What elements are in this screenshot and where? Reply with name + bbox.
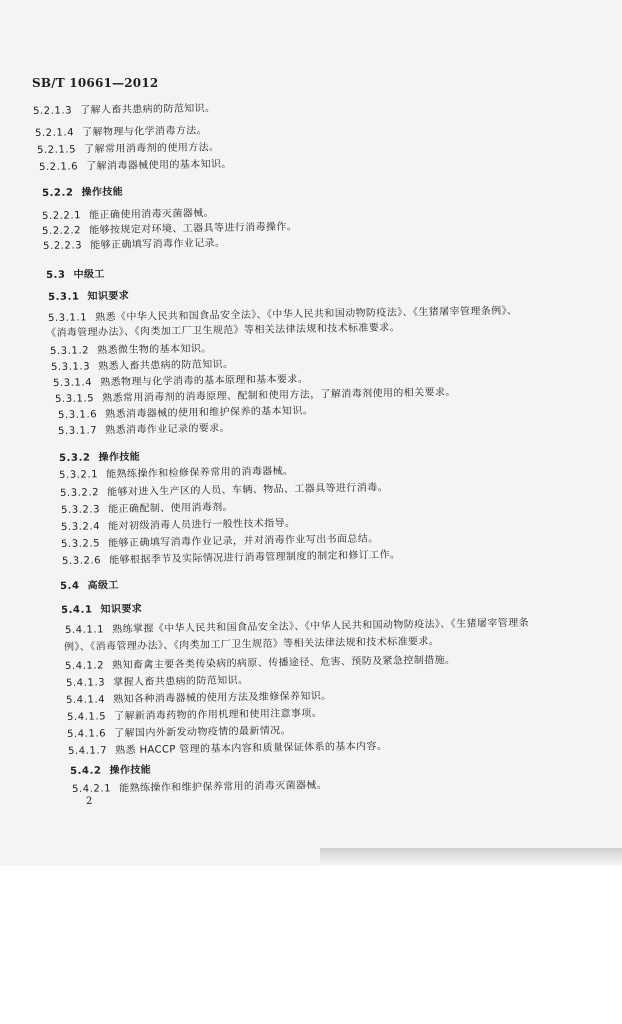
clause-number: 5.3.2.3 <box>60 504 101 516</box>
clause-number: 5.3.1.7 <box>57 425 98 437</box>
clause-text: 熟知畜禽主要各类传染病的病原、传播途径、危害、预防及紧急控制措施。 <box>112 654 456 672</box>
clause-number: 5.3.2.2 <box>59 487 100 499</box>
clause-text: 能够正确填写消毒作业记录。 <box>90 237 226 252</box>
clause-number: 5.4.2 <box>69 765 102 777</box>
clause-number: 5.3.2.4 <box>60 521 101 533</box>
clause-text: 熟练掌握《中华人民共和国食品安全法》、《中华人民共和国动物防疫法》、《生猪屠宰管理条 <box>112 617 530 636</box>
text-line <box>50 339 212 357</box>
clause-text: 知识要求 <box>87 290 130 303</box>
clause-text: 掌握人畜共患病的防范知识。 <box>113 675 249 689</box>
clause-text: 熟悉消毒作业记录的要求。 <box>105 422 231 437</box>
clause-number: 5.4.1.5 <box>66 711 107 723</box>
text-line <box>59 462 294 481</box>
clause-number: 5.4.1 <box>60 604 93 616</box>
text-line <box>46 265 105 281</box>
text-line <box>59 448 140 464</box>
clause-number: 5.2.2.1 <box>41 210 82 222</box>
clause-number: 5.2.2.3 <box>42 240 83 252</box>
clause-text: 熟悉人畜共患病的防范知识。 <box>98 359 234 373</box>
clause-number: 5.3.1.5 <box>54 393 95 405</box>
text-line <box>35 121 207 139</box>
clause-text: 中级工 <box>73 269 105 281</box>
clause-text: 熟悉微生物的基本知识。 <box>97 343 212 357</box>
text-line <box>51 355 234 373</box>
clause-text: 能对初级消毒人员进行一般性技术指导。 <box>108 517 296 533</box>
clause-number: 5.2.2.2 <box>41 225 82 237</box>
clause-number: 5.4.1.4 <box>65 694 106 706</box>
text-line <box>67 704 322 723</box>
clause-text: 熟悉消毒器械的使用和维护保养的基本知识。 <box>105 405 314 421</box>
clause-text: 了解新消毒药物的作用机理和使用注意事项。 <box>114 707 323 723</box>
text-line <box>65 651 456 672</box>
page-header: SB/T 10661—2012 <box>32 76 159 90</box>
clause-number: 5.4.2.1 <box>71 783 112 795</box>
text-line <box>43 234 226 252</box>
clause-number: 5.2.1.5 <box>36 144 77 156</box>
text-line <box>68 737 388 757</box>
clause-number: 5.3.2.5 <box>60 538 101 550</box>
text-line <box>64 632 439 653</box>
clause-number: 5.4.1.6 <box>66 728 107 740</box>
clause-text: 操作技能 <box>98 451 141 464</box>
page-number: 2 <box>86 796 93 807</box>
text-line <box>42 183 123 199</box>
text-line <box>61 600 142 616</box>
clause-text: 《消毒管理办法》、《肉类加工厂卫生规范》等相关法律法规和技术标准要求。 <box>45 322 401 339</box>
clause-number: 5.3.1.4 <box>52 377 93 389</box>
text-line <box>48 287 129 303</box>
text-line <box>39 155 232 173</box>
clause-number: 5.3.2.1 <box>58 469 99 481</box>
clause-number: 5.4.1.3 <box>65 677 106 689</box>
clause-text: 例》、《消毒管理办法》、《肉类加工厂卫生规范》等相关法律法规和技术标准要求。 <box>63 636 440 653</box>
text-line <box>37 138 220 156</box>
text-line <box>67 721 291 740</box>
clause-text: 熟悉《中华人民共和国食品安全法》、《中华人民共和国动物防疫法》、《生猪屠宰管理条例》、 <box>95 305 518 324</box>
clause-text: 能够对进入生产区的人员、车辆、物品、工器具等进行消毒。 <box>107 482 389 499</box>
text-line <box>61 498 233 516</box>
text-line <box>58 419 230 437</box>
clause-text: 操作技能 <box>109 764 152 777</box>
clause-text: 能够按规定对环境、工器具等进行消毒操作。 <box>89 221 298 237</box>
clause-text: 了解人畜共患病的防范知识。 <box>80 103 216 117</box>
clause-text: 熟悉常用消毒剂的消毒原理、配制和使用方法，了解消毒剂使用的相关要求。 <box>102 387 456 405</box>
clause-text: 能够正确填写消毒作业记录，并对消毒作业写出书面总结。 <box>108 533 379 550</box>
text-line <box>60 576 119 592</box>
clause-text: 了解常用消毒剂的使用方法。 <box>84 142 220 156</box>
clause-number: 5.3.1.6 <box>57 409 98 421</box>
clause-text: 熟悉 HACCP 管理的基本内容和质量保证体系的基本内容。 <box>115 740 388 757</box>
clause-number: 5.2.1.3 <box>32 105 73 117</box>
clause-number: 5.3.1.3 <box>50 361 91 373</box>
clause-text: 熟知各种消毒器械的使用方法及维修保养知识。 <box>113 690 332 706</box>
scan-shadow <box>320 848 622 866</box>
clause-text: 熟悉物理与化学消毒的基本原理和基本要求。 <box>100 373 309 389</box>
clause-number: 5.3.1 <box>47 291 80 303</box>
text-line <box>58 402 313 421</box>
clause-number: 5.4.1.2 <box>64 660 105 672</box>
clause-text: 操作技能 <box>81 186 124 199</box>
clause-text: 能正确使用消毒灭菌器械。 <box>89 207 215 222</box>
text-line <box>66 671 249 689</box>
text-line <box>33 99 216 117</box>
clause-text: 能熟练操作和检修保养常用的消毒器械。 <box>106 465 294 481</box>
clause-text: 能够根据季节及实际情况进行消毒管理制度的制定和修订工作。 <box>109 549 401 567</box>
clause-number: 5.4.1.1 <box>64 624 105 636</box>
clause-number: 5.2.1.6 <box>38 161 79 173</box>
clause-number: 5.4 <box>59 580 80 592</box>
clause-number: 5.2.1.4 <box>34 127 75 139</box>
text-line <box>66 687 332 706</box>
text-line <box>72 776 327 795</box>
clause-number: 5.2.2 <box>41 187 74 199</box>
clause-number: 5.4.1.7 <box>67 745 108 757</box>
clause-text: 高级工 <box>87 580 119 592</box>
clause-number: 5.3.2 <box>58 452 91 464</box>
clause-number: 5.3 <box>45 269 66 281</box>
clause-number: 5.3.1.1 <box>47 312 88 324</box>
clause-text: 知识要求 <box>100 603 143 616</box>
text-line <box>70 761 151 777</box>
clause-number: 5.3.2.6 <box>61 555 102 567</box>
clause-text: 能正确配制、使用消毒剂。 <box>108 501 234 516</box>
text-line <box>60 478 388 499</box>
clause-number: 5.3.1.2 <box>49 345 90 357</box>
clause-text: 了解消毒器械使用的基本知识。 <box>86 158 232 173</box>
text-line <box>61 514 296 533</box>
text-line <box>65 614 529 636</box>
clause-text: 能熟练操作和维护保养常用的消毒灭菌器械。 <box>119 779 328 795</box>
clause-text: 了解物理与化学消毒方法。 <box>82 125 208 139</box>
clause-text: 了解国内外新发动物疫情的最新情况。 <box>114 725 292 740</box>
